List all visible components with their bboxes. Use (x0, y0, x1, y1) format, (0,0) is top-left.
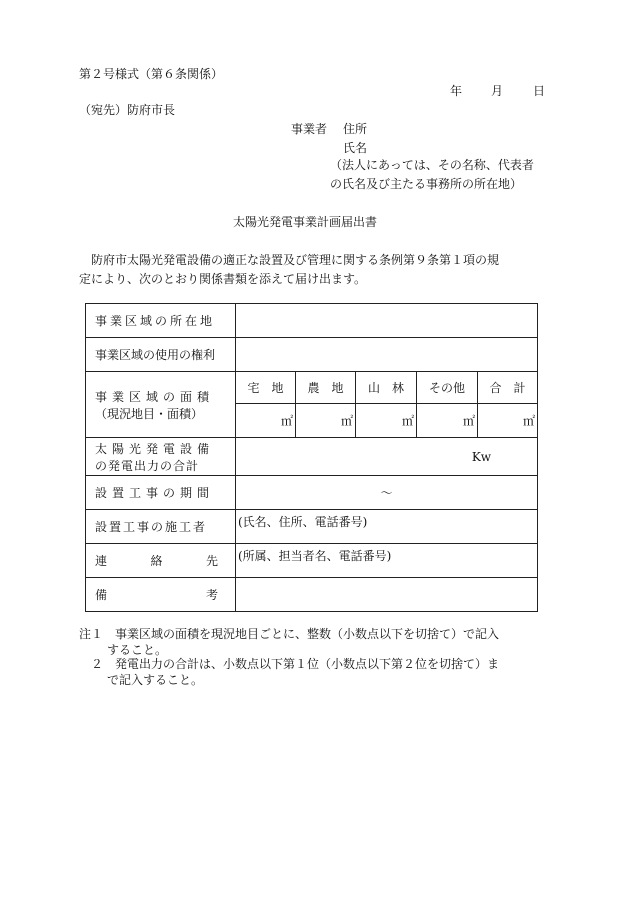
addressee: （宛先）防府市長 (79, 103, 176, 117)
area-value-total[interactable] (478, 404, 538, 438)
area-unit: ㎡ (401, 414, 414, 428)
contractor-note: (氏名、住所、電話番号) (238, 515, 368, 529)
area-col-farmland: 農 地 (296, 372, 356, 404)
output-unit: Kw (471, 449, 492, 464)
contact-note: (所属、担当者名、電話番号) (238, 549, 392, 563)
area-unit: ㎡ (462, 414, 475, 428)
form-number: 第２号様式（第６条関係） (79, 67, 224, 81)
remarks-field[interactable] (236, 578, 538, 612)
body-text-line2: 定により、次のとおり関係書類を添えて届け出ます。 (79, 272, 367, 286)
date-day-label: 日 (533, 84, 546, 98)
applicant-address-line (291, 121, 367, 137)
area-unit: ㎡ (523, 414, 536, 428)
note-1-line1: 注１ 事業区域の面積を現況地目ごとに、整数（小数点以下を切捨て）で記入 (79, 627, 500, 641)
area-value-forest[interactable] (356, 404, 417, 438)
note-1-line2: すること。 (107, 643, 168, 657)
remarks-char-1: 備 (95, 588, 108, 602)
area-col-other: その他 (417, 372, 478, 404)
area-unit: ㎡ (340, 414, 353, 428)
contact-char-1: 連 (95, 554, 108, 568)
applicant-label: 事業者 (291, 122, 328, 136)
remarks-char-2: 考 (205, 588, 218, 602)
contractor-label: 設置工事の施工者 (86, 510, 236, 544)
area-col-residential: 宅 地 (236, 372, 296, 404)
body-text-line1: 防府市太陽光発電設備の適正な設置及び管理に関する条例第９条第１項の規 (79, 253, 500, 267)
location-field[interactable] (236, 304, 538, 338)
period-label: 設置工事の期間 (86, 476, 236, 510)
area-label (86, 372, 236, 438)
document-title: 太陽光発電事業計画届出書 (233, 215, 378, 229)
applicant-name-label: 氏名 (343, 141, 368, 155)
application-table (85, 303, 538, 612)
area-label-line2: （現況地目・面積） (95, 406, 204, 421)
area-value-farmland[interactable] (296, 404, 356, 438)
area-unit: ㎡ (280, 414, 293, 428)
period-separator: ～ (380, 486, 393, 500)
rights-field[interactable] (236, 338, 538, 372)
applicant-address-label: 住所 (343, 122, 368, 136)
rights-label: 事業区域の使用の権利 (86, 338, 236, 372)
location-label: 事業区域の所在地 (86, 304, 236, 338)
area-col-total: 合 計 (478, 372, 538, 404)
output-field[interactable] (236, 438, 538, 476)
area-col-forest: 山 林 (356, 372, 417, 404)
area-label-line1: 事業区域の面積 (95, 389, 215, 404)
contact-field[interactable] (236, 544, 538, 578)
area-value-other[interactable] (417, 404, 478, 438)
date-month-label: 月 (491, 84, 504, 98)
date-year-label: 年 (450, 84, 463, 98)
period-field[interactable] (236, 476, 538, 510)
area-value-residential[interactable] (236, 404, 296, 438)
contact-label (86, 544, 236, 578)
note-2-line1: ２ 発電出力の合計は、小数点以下第１位（小数点以下第２位を切捨て）ま (79, 657, 500, 671)
corporate-note-line2: の氏名及び主たる事務所の所在地） (330, 177, 523, 191)
remarks-label (86, 578, 236, 612)
output-label (86, 438, 236, 476)
contact-char-2: 絡 (150, 554, 163, 568)
output-label-line2: の発電出力の合計 (95, 458, 200, 473)
date-line (450, 83, 545, 99)
contact-char-3: 先 (205, 554, 218, 568)
note-2-line2: で記入すること。 (107, 673, 204, 687)
output-label-line1: 太陽光発電設備 (95, 441, 215, 456)
contractor-field[interactable] (236, 510, 538, 544)
corporate-note-line1: （法人にあっては、その名称、代表者 (330, 158, 534, 172)
